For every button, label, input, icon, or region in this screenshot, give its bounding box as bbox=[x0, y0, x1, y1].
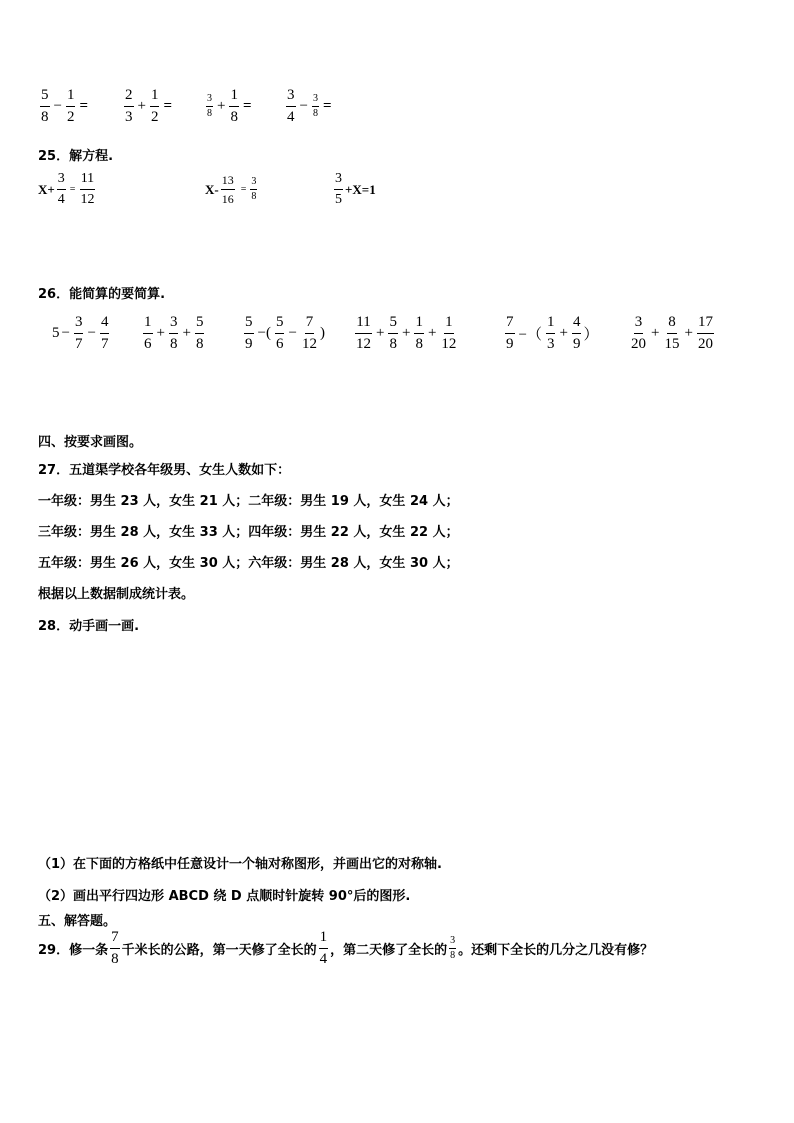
q27-line-1: 一年级：男生 23 人，女生 21 人；二年级：男生 19 人，女生 24 人； bbox=[38, 494, 459, 509]
fraction: $\frac{5}{8}$ bbox=[41, 87, 49, 125]
q26-expr-2: $\frac{1}{6}$ + $\frac{3}{8}$ + $\frac{5}{8}$ bbox=[144, 314, 204, 352]
q25-equation-3: $\frac{3}{5}$ +X=1 bbox=[335, 171, 376, 207]
q25-equation-2: X- $\frac{13}{16}$ = $\frac{3}{8}$ bbox=[205, 173, 257, 206]
section-5-heading: 五、解答题。 bbox=[38, 914, 117, 929]
row1-expr-1: $\frac{5}{8}$ − $\frac{1}{2}$ = bbox=[41, 87, 89, 125]
q25-equation-1: X+ $\frac{3}{4}$ = $\frac{11}{12}$ bbox=[38, 171, 95, 207]
q26-expr-4: $\frac{11}{12}$ + $\frac{5}{8}$ + $\frac{1}{8}$ + $\frac{1}{12}$ bbox=[356, 314, 457, 352]
q26-expr-6: $\frac{3}{20}$ + $\frac{8}{15}$ + $\frac{17}{20}$ bbox=[631, 314, 713, 352]
q28-part-2: （2）画出平行四边形 ABCD 绕 D 点顺时针旋转 90°后的图形. bbox=[38, 889, 411, 904]
q26-expr-3: $\frac{5}{9}$ −( $\frac{5}{6}$ − $\frac{7}{12}$ ) bbox=[245, 314, 325, 352]
row1-expr-3: $\frac{3}{8}$ + $\frac{1}{8}$ = bbox=[207, 87, 252, 125]
row1-expr-2: $\frac{2}{3}$ + $\frac{1}{2}$ = bbox=[125, 87, 173, 125]
q26-expr-1: 5 − $\frac{3}{7}$ − $\frac{4}{7}$ bbox=[52, 314, 109, 352]
q27-line-4: 根据以上数据制成统计表。 bbox=[38, 587, 195, 602]
q27-line-3: 五年级：男生 26 人，女生 30 人；六年级：男生 28 人，女生 30 人； bbox=[38, 556, 459, 571]
q28-part-1: （1）在下面的方格纸中任意设计一个轴对称图形，并画出它的对称轴. bbox=[38, 857, 442, 872]
q26-expr-5: $\frac{7}{9}$ −（ $\frac{1}{3}$ + $\frac{4}{9}$ ） bbox=[506, 314, 599, 352]
q25-title: 25．解方程. bbox=[38, 149, 114, 164]
q26-title: 26．能简算的要简算. bbox=[38, 287, 166, 302]
section-4-heading: 四、按要求画图。 bbox=[38, 435, 143, 450]
row1-expr-4: $\frac{3}{4}$ − $\frac{3}{8}$ = bbox=[287, 87, 332, 125]
q27-title: 27．五道渠学校各年级男、女生人数如下： bbox=[38, 463, 291, 478]
q27-line-2: 三年级：男生 28 人，女生 33 人；四年级：男生 22 人，女生 22 人； bbox=[38, 525, 459, 540]
q28-title: 28．动手画一画. bbox=[38, 619, 140, 634]
q29-question: 29．修一条 $\frac{7}{8}$ 千米长的公路，第一天修了全长的 $\frac{1}{4}$ ，第二天修了全长的 $\frac{3}{8}$ 。还剩下全长的几分之几没有修？ bbox=[38, 929, 654, 967]
